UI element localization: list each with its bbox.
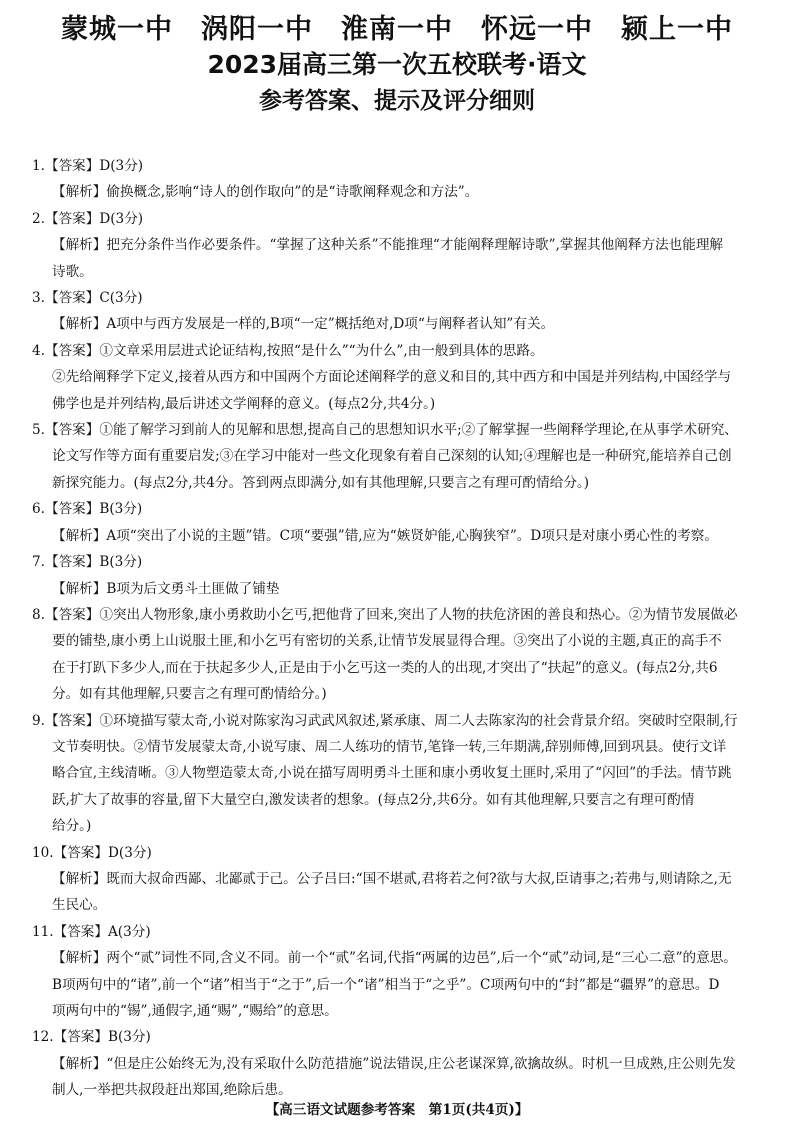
explanation-line: 制人,一举把共叔段赶出郑国,绝除后患。 bbox=[52, 1082, 292, 1099]
explanation-line: 要的铺垫,康小勇上山说服土匪,和小乞丐有密切的关系,让情节发展显得合理。③突出了小说的主题,真正的高手不 bbox=[52, 633, 722, 650]
page-header bbox=[0, 12, 794, 118]
explanation-line: 新探究能力。(每点2分,共4分。答到两点即满分,如有其他理解,只要言之有理可酌情给分。) bbox=[52, 474, 590, 491]
explanation-line: 文节奏明快。②情节发展蒙太奇,小说写康、周二人练功的情节,笔锋一转,三年期满,辞别师傅,回到巩县。使行文详 bbox=[52, 738, 727, 755]
answer-item bbox=[32, 919, 764, 1025]
page-footer: 【高三语文试题参考答案 第1页(共4页)】 bbox=[265, 1102, 529, 1118]
answer-item bbox=[32, 338, 764, 417]
explanation-line: ②先给阐释学下定义,接着从西方和中国两个方面论述阐释学的意义和目的,其中西方和中国是并列结构,中国经学与 bbox=[52, 369, 732, 386]
explanation-line: 【解析】既而大叔命西鄙、北鄙贰于己。公子吕曰:“国不堪贰,君将若之何?欲与大叔,臣请事之;若弗与,则请除之,无 bbox=[52, 870, 732, 887]
answer-item bbox=[32, 496, 764, 549]
explanation-line: 诗歌。 bbox=[52, 263, 93, 280]
answer-line: 11.【答案】A(3分) bbox=[32, 923, 151, 940]
explanation-line: 【解析】两个“贰”词性不同,含义不同。前一个“贰”名词,代指“两属的边邑”,后一个“贰”动词,是“三心二意”的意思。 bbox=[52, 950, 737, 967]
answer-item bbox=[32, 549, 764, 602]
answer-line: 4.【答案】①文章采用层进式论证结构,按照“是什么”“为什么”,由一般到具体的思路。 bbox=[32, 342, 544, 359]
explanation-line: 在于打趴下多少人,而在于扶起多少人,正是由于小乞丐这一类的人的出现,才突出了“扶起”的意义。(每点2分,共6 bbox=[52, 659, 718, 676]
explanation-line: 给分。) bbox=[52, 818, 92, 835]
answer-line: 10.【答案】D(3分) bbox=[32, 844, 152, 861]
answer-line: 12.【答案】B(3分) bbox=[32, 1029, 151, 1046]
answer-line: 3.【答案】C(3分) bbox=[32, 290, 143, 307]
answer-line: 7.【答案】B(3分) bbox=[32, 554, 143, 571]
explanation-line: 生民心。 bbox=[52, 897, 107, 914]
answer-item bbox=[32, 417, 764, 496]
document-subtitle: 参考答案、提示及评分细则 bbox=[259, 88, 535, 114]
answer-item bbox=[32, 153, 764, 206]
answer-item bbox=[32, 285, 764, 338]
answer-item bbox=[32, 602, 764, 708]
answer-list bbox=[32, 153, 764, 1104]
explanation-line: 论文写作等方面有重要启发;③在学习中能对一些文化现象有着自己深刻的认知;④理解也是一种研究,能培养自己创 bbox=[52, 448, 732, 465]
answer-item bbox=[32, 708, 764, 840]
answer-line: 6.【答案】B(3分) bbox=[32, 501, 143, 518]
answer-line: 5.【答案】①能了解学习到前人的见解和思想,提高自己的思想知识水平;②了解掌握一些阐释学理论,在从事学术研究、 bbox=[32, 422, 738, 439]
answer-line: 9.【答案】①环境描写蒙太奇,小说对陈家沟习武武风叙述,紧承康、周二人去陈家沟的社会背景介绍。突破时空限制,行 bbox=[32, 712, 738, 729]
answer-line: 2.【答案】D(3分) bbox=[32, 210, 144, 227]
explanation-line: B项两句中的“诸”,前一个“诸”相当于“之于”,后一个“诸”相当于“之乎”。C项两句中的“封”都是“疆界”的意思。D bbox=[52, 976, 720, 993]
explanation-line: 分。如有其他理解,只要言之有理可酌情给分。) bbox=[52, 686, 327, 703]
explanation-line: 【解析】把充分条件当作必要条件。“掌握了这种关系”不能推理“才能阐释理解诗歌”,掌握其他阐释方法也能理解 bbox=[52, 237, 724, 254]
explanation-line: 跃,扩大了故事的容量,留下大量空白,激发读者的想象。(每点2分,共6分。如有其他理解,只要言之有理可酌情 bbox=[52, 791, 695, 808]
explanation-line: 【解析】B项为后文勇斗土匪做了铺垫 bbox=[52, 580, 280, 597]
explanation-line: 佛学也是并列结构,最后讲述文学阐释的意义。(每点2分,共4分。) bbox=[52, 395, 436, 412]
explanation-line: 略合宜,主线清晰。③人物塑造蒙太奇,小说在描写周明勇斗土匪和康小勇收复土匪时,采用了“闪回”的手法。情节跳 bbox=[52, 765, 732, 782]
school-names: 蒙城一中 涡阳一中 淮南一中 怀远一中 颍上一中 bbox=[61, 14, 733, 45]
explanation-line: 项两句中的“锡”,通假字,通“赐”,“赐给”的意思。 bbox=[52, 1003, 338, 1019]
answer-line: 8.【答案】①突出人物形象,康小勇救助小乞丐,把他背了回来,突出了人物的扶危济困的善良和热心。②为情节发展做必 bbox=[32, 606, 738, 623]
explanation-line: 【解析】A项中与西方发展是一样的,B项“一定”概括绝对,D项“与阐释者认知”有关。 bbox=[52, 316, 555, 333]
explanation-line: 【解析】“但是庄公始终无为,没有采取什么防范措施”说法错误,庄公老谋深算,欲擒故纵。时机一旦成熟,庄公则先发 bbox=[52, 1055, 736, 1072]
answer-item bbox=[32, 206, 764, 285]
explanation-line: 【解析】A项“突出了小说的主题”错。C项“要强”错,应为“嫉贤妒能,心胸狭窄”。D项只是对康小勇心性的考察。 bbox=[52, 527, 718, 544]
answer-item bbox=[32, 1024, 764, 1103]
answer-item bbox=[32, 840, 764, 919]
exam-title: 2023届高三第一次五校联考·语文 bbox=[207, 50, 587, 79]
explanation-line: 【解析】偷换概念,影响“诗人的创作取向”的是“诗歌阐释观念和方法”。 bbox=[52, 184, 479, 201]
answer-line: 1.【答案】D(3分) bbox=[32, 158, 144, 174]
